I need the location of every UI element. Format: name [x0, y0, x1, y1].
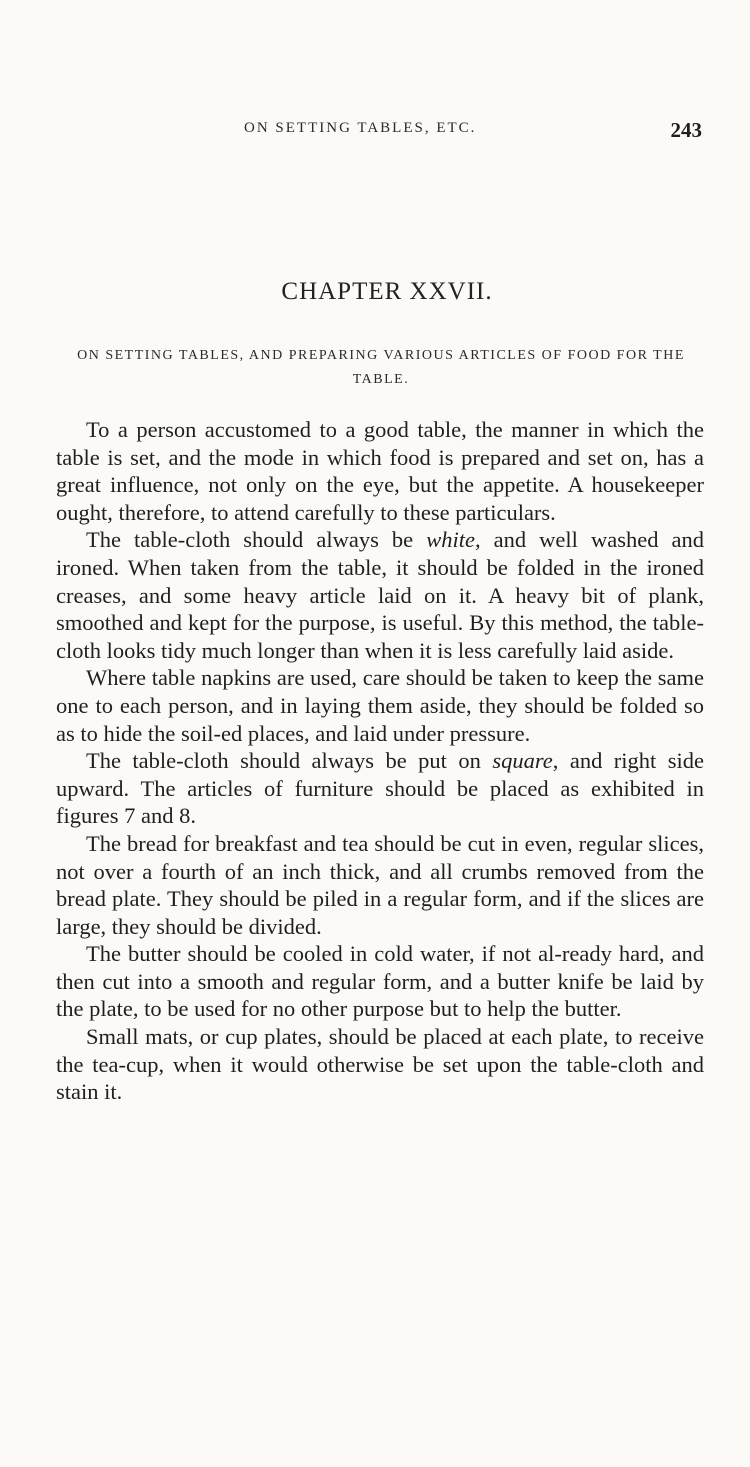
emphasis: white	[426, 527, 475, 553]
body-text	[56, 416, 704, 1106]
paragraph: The table-cloth should always be white, and well washed and ironed. When taken from the table, it should be folded in the ironed creases, and some heavy article laid on it. A heavy bit of plank, smoothed and kept for the purpose, is useful. By this method, the table-cloth looks tidy much longer than when it is less carefully laid aside.	[56, 527, 704, 663]
paragraph: The butter should be cooled in cold water, if not al-ready hard, and then cut into a smooth and regular form, and a butter knife be laid by the plate, to be used for no other purpose but to help the butter.	[56, 941, 704, 1022]
paragraph: The table-cloth should always be put on square, and right side upward. The articles of furniture should be placed as exhibited in figures 7 and 8.	[56, 748, 704, 829]
paragraph: The bread for breakfast and tea should be cut in even, regular slices, not over a fourth of an inch thick, and all crumbs removed from the bread plate. They should be piled in a regular form, and if the slices are large, they should be divided.	[56, 830, 704, 939]
running-title: ON SETTING TABLES, ETC.	[244, 120, 477, 136]
page-number: 243	[670, 118, 702, 142]
paragraph: Where table napkins are used, care should be taken to keep the same one to each person, and in laying them aside, they should be folded so as to hide the soil-ed places, and laid under pressure.	[56, 665, 704, 746]
paragraph: To a person accustomed to a good table, the manner in which the table is set, and the mode in which food is prepared and set on, has a great influence, not only on the eye, but the appetite. A housekeeper ought, therefore, to attend carefully to these particulars.	[56, 417, 704, 525]
running-head	[56, 118, 704, 148]
emphasis: square	[492, 748, 553, 774]
chapter-heading: CHAPTER XXVII.	[281, 278, 493, 305]
paragraph: Small mats, or cup plates, should be placed at each plate, to receive the tea-cup, when it would otherwise be set upon the table-cloth and stain it.	[56, 1024, 704, 1105]
chapter-subtitle: ON SETTING TABLES, AND PREPARING VARIOUS ARTICLES OF FOOD FOR THE TABLE.	[77, 348, 685, 387]
